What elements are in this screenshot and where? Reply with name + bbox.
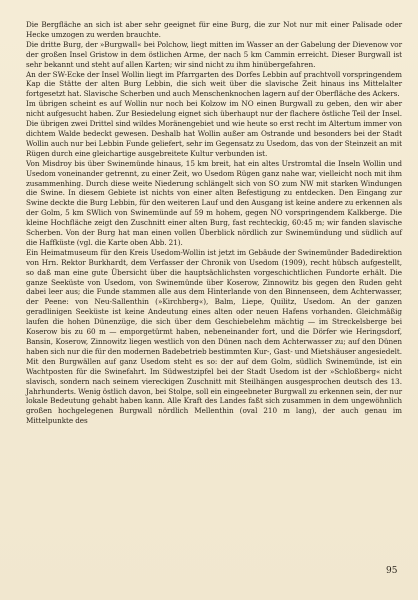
body-text (26, 20, 402, 426)
paragraph-7: Mit den Burgwällen auf ganz Usedom steht es so: der auf dem Golm, südlich Swinemünde, ist ein Wachtposten für die Swinefahrt. Im Südwestzipfel bei der Stadt Usedom ist der »Schloßberg« nicht slavisch, sondern nach seinem viereckigen Zuschnitt mit Steilhängen ausgesprochen deutsch des 13. Jahrhunderts. Wenig östlich davon, bei Stolpe, soll ein eingeebneter Burgwall zu erkennen sein, der nur lokale Bedeutung gehabt haben kann. Alle Kraft des Landes faßt sich zusammen in dem ungewöhnlich großen hochgelegenen Burgwall nördlich Mellenthin (oval 210 m lang), der auch genau im Mittelpunkte des (26, 356, 402, 426)
paragraph-4: Im übrigen scheint es auf Wollin nur noch bei Kolzow im NO einen Burgwall zu geben, den wir aber nicht aufgesucht haben. Zur Besiedelung eignet sich überhaupt nur der flachere östliche Teil der Insel. Die übrigen zwei Drittel sind wildes Moränengebiet und wie heute so erst recht im Altertum immer von dichtem Walde bedeckt gewesen. Deshalb hat Wollin außer am Ostrande und besonders bei der Stadt Wollin auch nur bei Lebbin Funde geliefert, sehr im Gegensatz zu Usedom, das von der Steinzeit an mit Rügen durch eine gleichartige ausgebreitete Kultur verbunden ist. (26, 99, 402, 158)
paragraph-6: Ein Heimatmuseum für den Kreis Usedom-Wollin ist jetzt im Gebäude der Swinemünder Badedirektion von Hrn. Rektor Burkhardt, dem Verfasser der Chronik von Usedom (1909), recht hübsch aufgestellt, so daß man eine gute Übersicht über die hauptsächlichsten vorgeschichtlichen Fundorte erhält. Die ganze Seeküste von Usedom, von Swinemünde über Koserow, Zinnowitz bis gegen den Ruden geht dabei leer aus; die Funde stammen alle aus dem Hinterlande von den Binnenseen, dem Achterwasser, der Peene: von Neu-Sallenthin (»Kirchberg«), Balm, Liepe, Quilitz, Usedom. An der ganzen geradlinigen Seeküste ist keine Andeutung eines alten oder neuen Hafens vorhanden. Gleichmäßig laufen die hohen Dünenzüge, die sich über dem Geschiebelehm mächtig — im Streckelsberge bei Koserow bis zu 60 m — emporgetürmt haben, nebeneinander fort, und die Dörfer wie Heringsdorf, Bansin, Koserow, Zinnowitz liegen westlich von den Dünen nach dem Achterwasser zu; auf den Dünen haben sich nur die für den modernen Badebetrieb bestimmten Kur-, Gast- und Mietshäuser angesiedelt. (26, 247, 403, 356)
paragraph-1: Die Bergfläche an sich ist aber sehr geeignet für eine Burg, die zur Not nur mit einer Palisade oder Hecke umzogen zu werden brauchte. (26, 20, 402, 39)
paragraph-3: An der SW-Ecke der Insel Wollin liegt im Pfarrgarten des Dorfes Lebbin auf prachtvoll vorspringendem Kap die Stätte der alten Burg Lebbin, die sich weit über die slavische Zeit hinaus ins Mittelalter fortgesetzt hat. Slavische Scherben und auch Menschenknochen lagern auf der Oberfläche des Ackers. (26, 69, 402, 99)
paragraph-2: Die dritte Burg, der »Burgwall« bei Polchow, liegt mitten im Wasser an der Gabelung der Dievenow vor der großen Insel Gristow in dem östlichen Arme, der nach 5 km Cammin erreicht. Dieser Burgwall ist sehr bekannt und steht auf allen Karten; wir sind nicht zu ihm hinübergefahren. (26, 39, 402, 69)
page-number: 95 (386, 566, 398, 576)
paragraph-5: Von Misdroy bis über Swinemünde hinaus, 15 km breit, hat ein altes Urstromtal die Inseln Wollin und Usedom voneinander getrennt, zu einer Zeit, wo Usedom Rügen ganz nahe war, vielleicht noch mit ihm zusammenhing. Durch diese weite Niederung schlängelt sich von SO zum NW mit starken Windungen die Swine. In diesem Gebiete ist nichts von einer alten Befestigung zu entdecken. Den Eingang zur Swine deckte die Burg Lebbin, für den weiteren Lauf und den Ausgang ist keine andere zu erkennen als der Golm, 5 km SWlich von Swinemünde auf 59 m hohem, gegen NO vorspringendem Kalkberge. Die kleine Hochfläche zeigt den Zuschnitt einer alten Burg, fast rechteckig, 60:45 m; wir fanden slavische Scherben. Von der Burg hat man einen vollen Überblick nördlich zur Swinemündung und südlich auf die Haffküste (vgl. die Karte oben Abb. 21). (26, 158, 402, 247)
